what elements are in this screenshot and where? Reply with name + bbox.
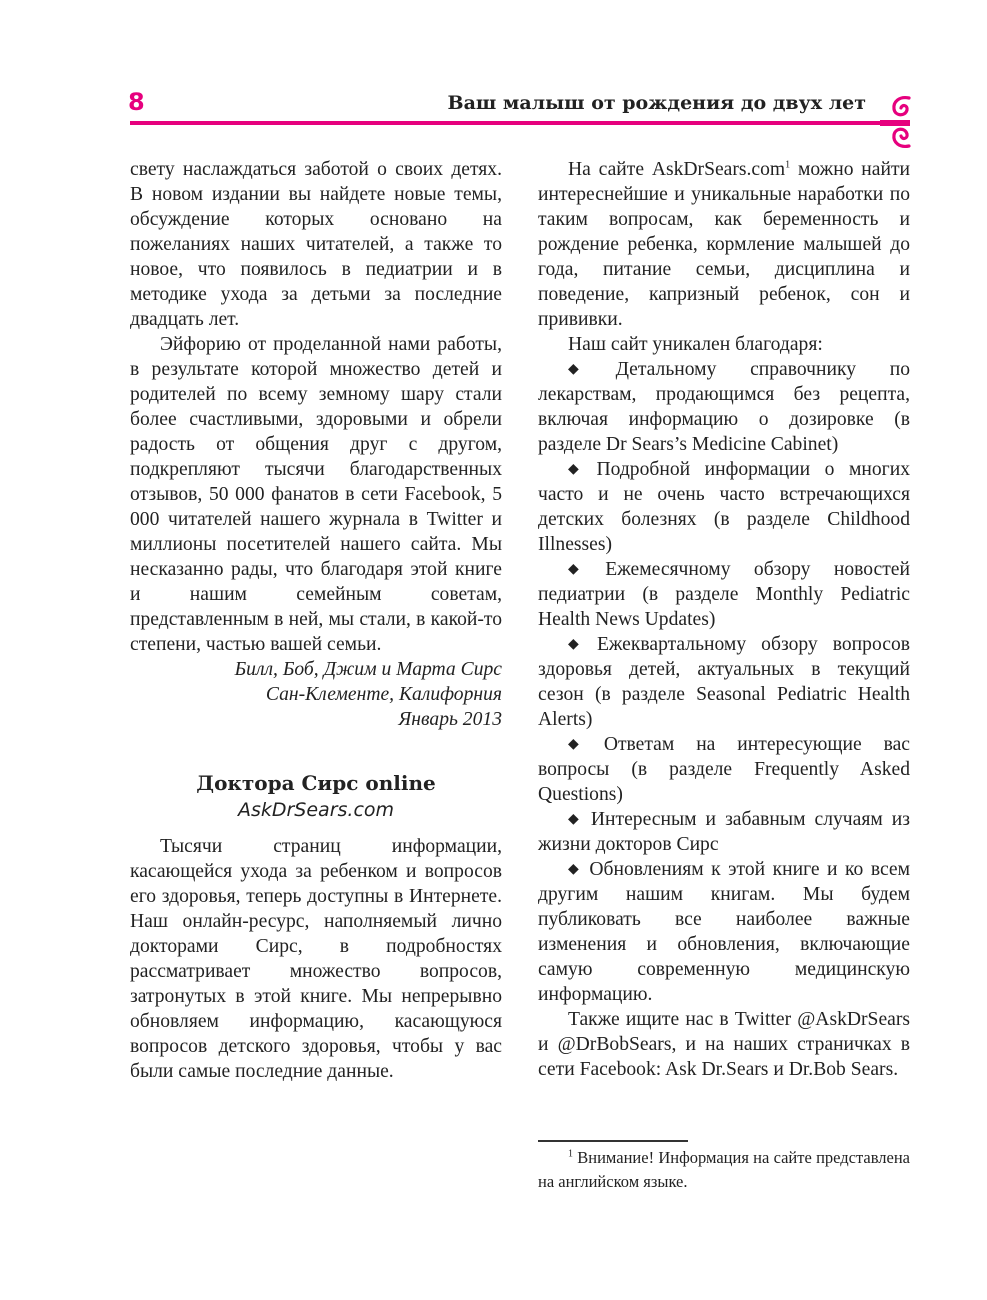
list-item <box>538 557 910 632</box>
diamond-bullet-icon: ◆ <box>568 462 589 477</box>
diamond-bullet-icon: ◆ <box>568 862 582 877</box>
list-item <box>538 632 910 732</box>
diamond-bullet-icon: ◆ <box>568 562 598 577</box>
section-paragraph: Тысячи страниц информации, касающейся ухода за ребенком и вопросов его здоровья, теперь доступны в Интернете. Наш онлайн-ресурс, наполняемый лично докторами Сирс, в подробностях рассматривает множество вопросов, затронутых в этой книге. Мы непрерывно обновляем информацию, касающуюся вопросов детского здоровья, чтобы у вас были самые последние данные. <box>130 836 502 1082</box>
section-subtitle: AskDrSears.com <box>237 799 395 821</box>
spiral-ornament-icon <box>885 92 921 152</box>
right-column <box>538 157 910 1082</box>
list-item <box>538 807 910 857</box>
signature-date: Январь 2013 <box>398 709 502 730</box>
list-item-text: Обновлениям к этой книге и ко всем другим нашим книгам. Мы будем публиковать все наиболее важные изменения и обновления, включающие самую современную медицинскую информацию. <box>538 859 910 1005</box>
signature-authors: Билл, Боб, Джим и Марта Сирс <box>234 659 502 680</box>
list-intro: Наш сайт уникален благодаря: <box>568 334 823 355</box>
list-item <box>538 857 910 1007</box>
list-item <box>538 457 910 557</box>
intro-text-end: можно найти интереснейшие и уникальные наработки по таким вопросам, как беременность и рождение ребенка, кормление малышей до года, питание семьи, дисциплина и поведение, капризный ребенок, сон и прививки. <box>538 159 911 330</box>
left-column <box>130 157 502 1084</box>
list-item-text: Подробной информации о многих часто и не очень часто встречающихся детских болезнях (в разделе Childhood Illnesses) <box>538 459 910 555</box>
diamond-bullet-icon: ◆ <box>568 362 608 377</box>
page-number: 8 <box>128 88 145 116</box>
section-title: Доктора Сирс online <box>196 771 436 795</box>
diamond-bullet-icon: ◆ <box>568 637 589 652</box>
list-item-text: Ответам на интересующие вас вопросы (в разделе Frequently Asked Questions) <box>538 734 910 805</box>
closing-paragraph: Также ищите нас в Twitter @AskDrSears и @DrBobSears, и на наших страничках в сети Facebook: Ask Dr.Sears и Dr.Bob Sears. <box>538 1009 910 1080</box>
paragraph-euphoria: Эйфорию от проделанной нами работы, в результате которой множество детей и родителей по всему земному шару стали более счастливыми, здоровыми и обрели радость от общения друг с другом, подкрепляют тысячи благодарственных отзывов, 50 000 фанатов в сети Facebook, 5 000 читателей нашего журнала в Twitter и миллионы посетителей нашего сайта. Мы несказанно рады, что благодаря этой книге и нашим семейным советам, представленным в ней, мы стали, в какой-то степени, частью вашей семьи. <box>130 334 502 655</box>
header-rule <box>130 121 882 125</box>
footnote-mark: 1 <box>568 1148 573 1160</box>
diamond-bullet-icon: ◆ <box>568 737 596 752</box>
list-item-text: Ежемесячному обзору новостей педиатрии (в разделе Monthly Pediatric Health News Updates) <box>538 559 910 630</box>
list-item <box>538 357 910 457</box>
footnote-reference: 1 <box>785 159 791 171</box>
intro-text-start: На сайте AskDrSears.com <box>568 159 786 180</box>
footnote-divider <box>538 1140 688 1142</box>
running-head: Ваш малыш от рождения до двух лет <box>447 92 866 114</box>
list-item-text: Детальному справочнику по лекарствам, продающимся без рецепта, включая информацию о дозировке (в разделе Dr Sears’s Medicine Cabinet) <box>538 359 910 455</box>
list-item-text: Интересным и забавным случаям из жизни докторов Сирс <box>538 809 910 855</box>
paragraph-continuation: свету наслаждаться заботой о своих детях. В новом издании вы найдете новые темы, обсуждение которых основано на пожеланиях наших читателей, а также то новое, что появилось в педиатрии и в методике ухода за детьми за последние двадцать лет. <box>130 159 502 330</box>
footnote <box>538 1146 910 1194</box>
footnote-text: Внимание! Информация на сайте представлена на английском языке. <box>538 1148 910 1191</box>
list-item-text: Ежеквартальному обзору вопросов здоровья детей, актуальных в текущий сезон (в разделе Seasonal Pediatric Health Alerts) <box>538 634 910 730</box>
signature-place: Сан-Клементе, Калифорния <box>265 684 502 705</box>
diamond-bullet-icon: ◆ <box>568 812 583 827</box>
intro-paragraph <box>538 157 910 332</box>
list-item <box>538 732 910 807</box>
